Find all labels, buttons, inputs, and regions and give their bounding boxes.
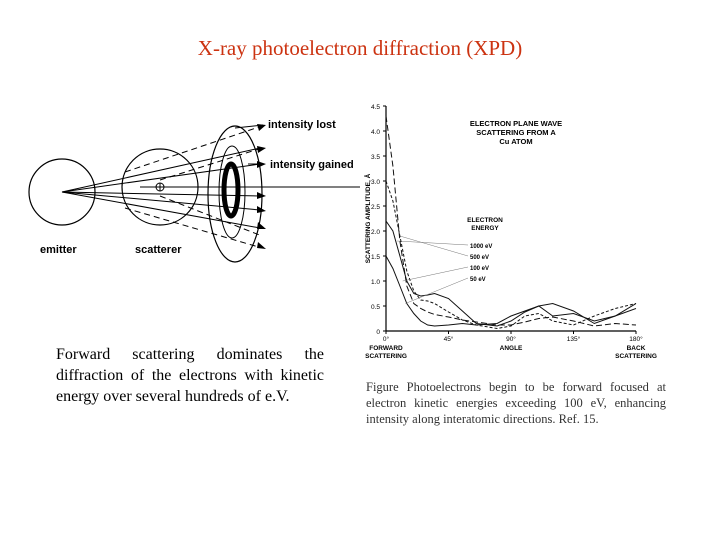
legend-entry: 50 eV xyxy=(470,277,486,283)
y-tick-label: 0.5 xyxy=(370,304,380,311)
outer-wavefront xyxy=(208,126,262,262)
chart-title-line: ELECTRON PLANE WAVE xyxy=(469,119,563,128)
y-tick-label: 3.0 xyxy=(370,179,380,186)
y-tick-label: 2.5 xyxy=(370,204,380,211)
scatterer-label: scatterer xyxy=(135,244,182,256)
y-tick-label: 2.0 xyxy=(370,229,380,236)
page-title: X-ray photoelectron diffraction (XPD) xyxy=(197,36,523,60)
legend-title: ENERGY xyxy=(471,225,499,232)
series-line xyxy=(386,256,636,326)
forward-scattering-label: FORWARD xyxy=(369,345,403,352)
scattering-amplitude-chart xyxy=(358,98,657,370)
chart-title-line: SCATTERING FROM A xyxy=(476,128,556,137)
emitter-label: emitter xyxy=(40,244,77,256)
x-axis-label: ANGLE xyxy=(499,345,523,352)
legend-entry: 100 eV xyxy=(470,266,490,272)
back-scattering-label: BACK xyxy=(626,345,646,352)
legend-leader xyxy=(400,236,468,256)
x-tick-label: 135° xyxy=(566,336,581,343)
y-tick-label: 3.5 xyxy=(370,154,380,161)
x-tick-label: 45° xyxy=(443,336,454,343)
body-text: Forward scattering dominates the diffraction of the electrons with kinetic energy over several hundreds of e.V. xyxy=(56,346,324,405)
legend-leader xyxy=(403,267,468,281)
intensity-gained-label: intensity gained xyxy=(270,159,354,171)
series-line xyxy=(386,116,636,326)
back-scattering-label: SCATTERING xyxy=(615,353,657,360)
legend-leader xyxy=(397,241,468,245)
y-tick-label: 1.0 xyxy=(370,279,380,286)
y-tick-label: 0 xyxy=(376,329,380,336)
x-tick-label: 0° xyxy=(382,336,390,343)
legend-entry: 500 eV xyxy=(470,255,490,261)
chart-title-line: Cu ATOM xyxy=(499,137,533,146)
legend-title: ELECTRON xyxy=(467,217,503,224)
y-tick-label: 4.5 xyxy=(370,104,380,111)
y-tick-label: 1.5 xyxy=(370,254,380,261)
y-tick-label: 4.0 xyxy=(370,129,380,136)
legend-entry: 1000 eV xyxy=(470,244,493,250)
x-tick-label: 180° xyxy=(629,336,643,343)
x-tick-label: 90° xyxy=(506,336,516,343)
intensity-lost-label: intensity lost xyxy=(268,119,336,131)
y-axis-label: SCATTERING AMPLITUDE, Å xyxy=(365,173,372,264)
forward-scattering-label: SCATTERING xyxy=(365,353,407,360)
scattering-diagram xyxy=(20,108,360,268)
figure-caption: Figure Photoelectrons begin to be forward focused at electron kinetic energies exceeding 100 eV, enhancing intensity along interatomic directions. Ref. 15. xyxy=(366,380,666,426)
series-line xyxy=(386,181,636,329)
legend-leader xyxy=(405,278,468,304)
